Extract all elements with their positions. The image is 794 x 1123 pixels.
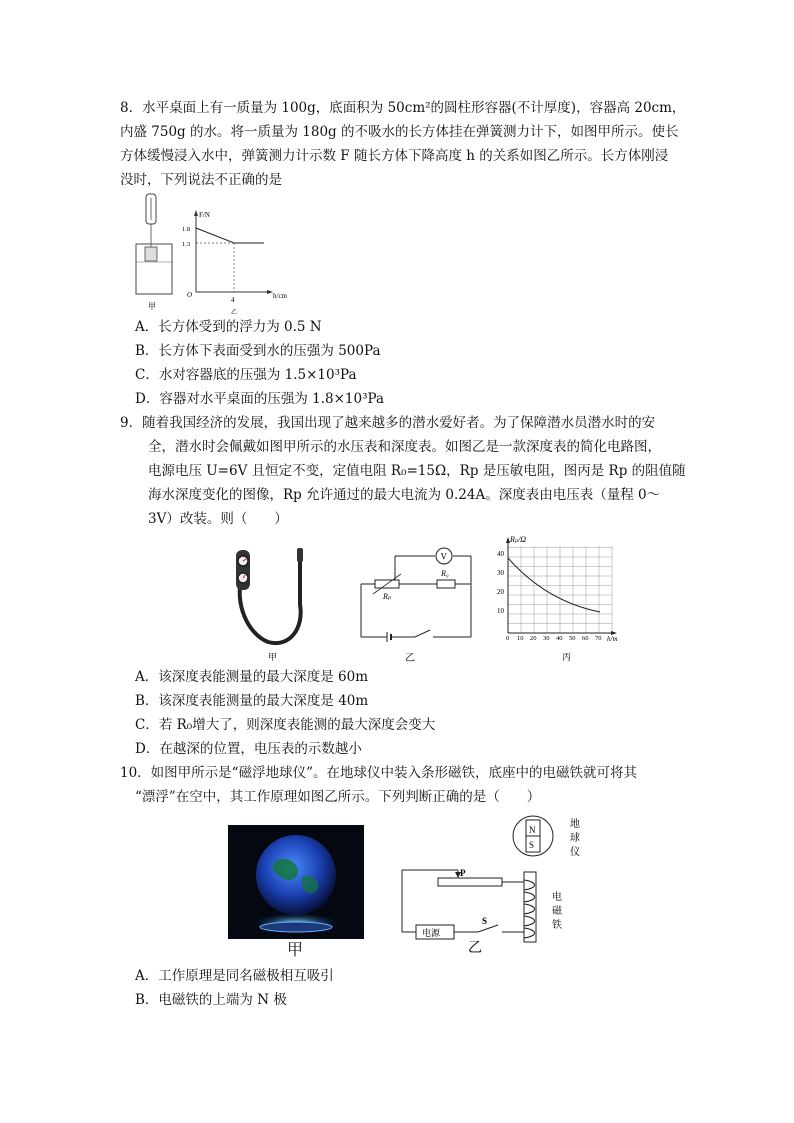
q8-option-c: C．水对容器底的压强为 1.5×10³Pa xyxy=(135,367,357,383)
y-tick-1-8: 1.8 xyxy=(182,226,191,233)
graph-origin: O xyxy=(187,291,193,299)
globe-base xyxy=(260,922,332,932)
q9-line-3: 电源电压 U=6V 且恒定不变，定值电阻 R₀=15Ω，Rp 是压敏电阻，图丙是 Rp 的阻值随 xyxy=(148,463,686,479)
globe-label-1: 地 xyxy=(570,819,580,830)
fixed-resistor xyxy=(437,580,455,588)
rp-x-tick-40: 40 xyxy=(556,635,563,642)
rp-x-tick-50: 50 xyxy=(569,635,576,642)
rp-graph-xlabel: h/m xyxy=(607,635,618,643)
q10-option-a: A．工作原理是同名磁极相互吸引 xyxy=(135,968,334,984)
switch xyxy=(415,630,430,637)
maglev-globe-photo xyxy=(228,825,364,939)
y-tick-1-3: 1.3 xyxy=(182,241,191,248)
graph-xlabel: h/cm xyxy=(273,292,287,300)
switch-s xyxy=(478,925,498,932)
x-tick-4: 4 xyxy=(231,296,235,304)
q9-circuit xyxy=(355,544,480,664)
rp-y-tick-30: 30 xyxy=(497,569,504,577)
cuboid xyxy=(145,247,157,261)
q9-line-2: 全，潜水时会佩戴如图甲所示的水压表和深度表。如图乙是一款深度表的简化电路图， xyxy=(148,439,661,455)
q9-option-b: B．该深度表能测量的最大深度是 40m xyxy=(135,693,369,709)
q8-line-1: 8．水平桌面上有一质量为 100g，底面积为 50cm²的圆柱形容器(不计厚度)，容器高 20cm， xyxy=(120,100,686,116)
rp-y-tick-40: 40 xyxy=(497,550,504,558)
q8-line-3: 方体缓慢浸入水中，弹簧测力计示数 F 随长方体下降高度 h 的关系如图乙所示。长方体刚浸 xyxy=(120,148,669,164)
power-source-label: 电源 xyxy=(422,928,441,938)
fig-label-yi: 乙 xyxy=(231,310,238,316)
q8-figure-jia xyxy=(128,192,178,314)
q9-figure-gauge xyxy=(228,544,318,664)
q8-graph-yi xyxy=(180,208,295,318)
q10-line-1: 10．如图甲所示是“磁浮地球仪”。在地球仪中装入条形磁铁，底座中的电磁铁就可将其 xyxy=(120,765,637,781)
switch-label: S xyxy=(482,916,488,926)
rp-y-tick-20: 20 xyxy=(497,588,504,596)
q9-line-1: 9．随着我国经济的发展，我国出现了越来越多的潜水爱好者。为了保障潜水员潜水时的安 xyxy=(120,415,656,431)
q9-fig-label-bing: 丙 xyxy=(562,652,572,662)
q9-fig-label-yi: 乙 xyxy=(405,653,415,664)
q9-line-4: 海水深度变化的图像，Rp 允许通过的最大电流为 0.24A。深度表由电压表（量程 0～ xyxy=(148,487,661,503)
rheostat xyxy=(438,878,502,886)
globe-label-3: 仪 xyxy=(570,847,580,858)
q8-option-b: B．长方体下表面受到水的压强为 500Pa xyxy=(135,343,381,359)
q10-line-2: “漂浮”在空中，其工作原理如图乙所示。下列判断正确的是（ ） xyxy=(135,789,541,805)
magnet-s: S xyxy=(529,840,535,850)
rp-label: Rₚ xyxy=(383,592,392,601)
f-h-line xyxy=(196,228,264,243)
graph-ylabel: F/N xyxy=(199,211,210,219)
coil-label-3: 铁 xyxy=(552,920,562,931)
coil-label-1: 电 xyxy=(552,892,562,903)
q9-fig-label-jia: 甲 xyxy=(268,652,278,662)
rp-y-tick-10: 10 xyxy=(497,607,504,615)
q9-line-5: 3V）改装。则（ ） xyxy=(148,511,288,527)
q8-line-4: 没时，下列说法不正确的是 xyxy=(120,172,282,188)
globe-label-2: 球 xyxy=(570,833,580,844)
fig-label-jia: 甲 xyxy=(148,302,156,311)
slider-label: P xyxy=(460,868,466,878)
q10-fig-label-jia: 甲 xyxy=(287,940,304,959)
rp-x-tick-70: 70 xyxy=(595,635,602,642)
rp-x-tick-60: 60 xyxy=(582,635,589,642)
rp-x-tick-20: 20 xyxy=(530,635,537,642)
q9-option-a: A．该深度表能测量的最大深度是 60m xyxy=(135,669,369,685)
voltmeter-label: V xyxy=(440,551,447,562)
rp-x-tick-0: 0 xyxy=(506,635,510,642)
rp-x-tick-10: 10 xyxy=(517,635,524,642)
q10-circuit xyxy=(398,812,598,957)
q9-option-c: C．若 R₀增大了，则深度表能测的最大深度会变大 xyxy=(135,717,436,733)
q8-option-a: A．长方体受到的浮力为 0.5 N xyxy=(135,319,322,335)
q8-line-2: 内盛 750g 的水。将一质量为 180g 的不吸水的长方体挂在弹簧测力计下，如图甲所示。使长 xyxy=(120,124,679,140)
coil-label-2: 磁 xyxy=(552,906,562,917)
r0-label: R₀ xyxy=(441,569,449,578)
q10-option-b: B．电磁铁的上端为 N 极 xyxy=(135,992,287,1008)
q9-option-d: D．在越深的位置，电压表的示数越小 xyxy=(135,741,362,757)
q8-option-d: D．容器对水平桌面的压强为 1.8×10³Pa xyxy=(135,391,385,407)
rp-graph-grid xyxy=(508,546,612,633)
rp-graph-ylabel: Rₚ/Ω xyxy=(510,535,527,544)
q10-fig-label-yi: 乙 xyxy=(468,941,482,956)
q9-rp-graph xyxy=(490,528,630,664)
magnet-n: N xyxy=(529,825,536,835)
rp-x-tick-30: 30 xyxy=(543,635,550,642)
